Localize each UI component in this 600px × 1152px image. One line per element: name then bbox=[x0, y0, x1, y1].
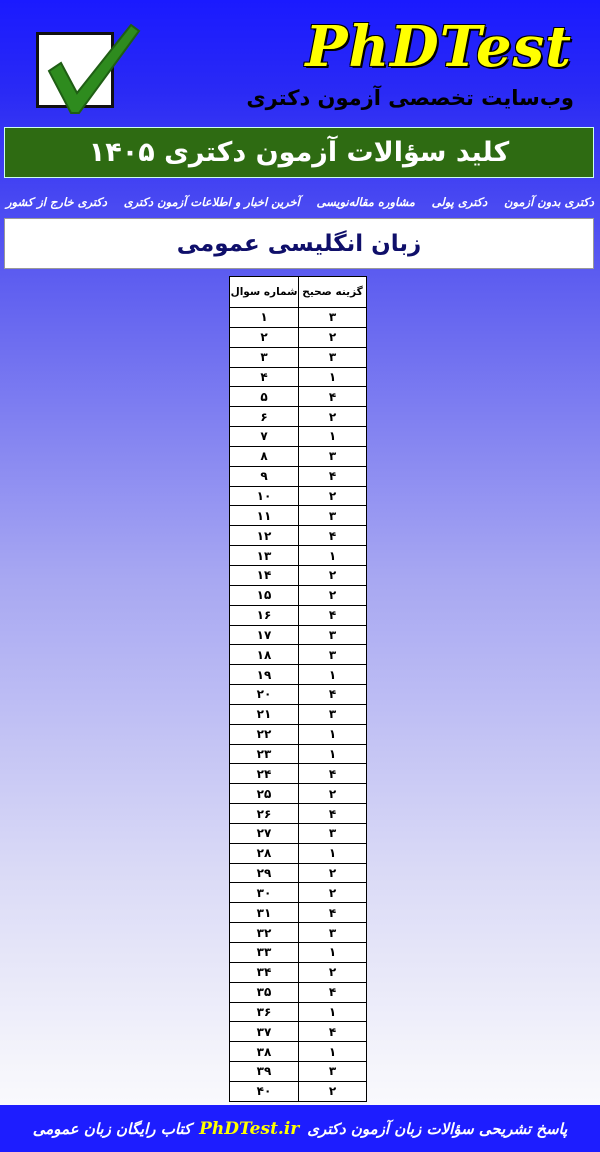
correct-answer-cell: ۳ bbox=[299, 506, 367, 526]
correct-answer-cell: ۲ bbox=[299, 883, 367, 903]
question-number-cell: ۴ bbox=[230, 367, 299, 387]
correct-answer-cell: ۲ bbox=[299, 407, 367, 427]
table-row bbox=[230, 367, 367, 387]
question-number-cell: ۲ bbox=[230, 327, 299, 347]
table-row bbox=[230, 446, 367, 466]
table-row bbox=[230, 585, 367, 605]
correct-answer-cell: ۲ bbox=[299, 962, 367, 982]
exam-key-banner bbox=[4, 127, 594, 178]
table-row bbox=[230, 506, 367, 526]
table-row bbox=[230, 387, 367, 407]
question-number-cell: ۱۰ bbox=[230, 486, 299, 506]
correct-answer-cell: ۳ bbox=[299, 645, 367, 665]
table-row bbox=[230, 1042, 367, 1062]
banner-title: کلید سؤالات آزمون دکتری ۱۴۰۵ bbox=[88, 137, 510, 168]
table-row bbox=[230, 466, 367, 486]
correct-answer-cell: ۳ bbox=[299, 704, 367, 724]
question-number-cell: ۲۳ bbox=[230, 744, 299, 764]
question-number-cell: ۳۵ bbox=[230, 982, 299, 1002]
correct-answer-cell: ۴ bbox=[299, 1022, 367, 1042]
correct-answer-cell: ۲ bbox=[299, 565, 367, 585]
question-number-cell: ۱۲ bbox=[230, 526, 299, 546]
nav-item-no-exam-phd[interactable]: دکتری بدون آزمون bbox=[504, 195, 594, 209]
correct-answer-cell: ۳ bbox=[299, 446, 367, 466]
table-row bbox=[230, 724, 367, 744]
site-tagline: وب‌سایت تخصصی آزمون دکتری bbox=[246, 86, 574, 110]
question-number-cell: ۳۸ bbox=[230, 1042, 299, 1062]
question-number-cell: ۶ bbox=[230, 407, 299, 427]
correct-answer-cell: ۱ bbox=[299, 843, 367, 863]
table-row bbox=[230, 704, 367, 724]
correct-answer-cell: ۴ bbox=[299, 466, 367, 486]
correct-answer-cell: ۴ bbox=[299, 685, 367, 705]
table-row bbox=[230, 863, 367, 883]
table-row bbox=[230, 526, 367, 546]
question-number-cell: ۲۶ bbox=[230, 804, 299, 824]
correct-answer-cell: ۴ bbox=[299, 804, 367, 824]
question-number-cell: ۱۳ bbox=[230, 546, 299, 566]
correct-answer-cell: ۴ bbox=[299, 605, 367, 625]
nav-item-paid-phd[interactable]: دکتری پولی bbox=[431, 195, 488, 209]
question-number-cell: ۱ bbox=[230, 308, 299, 328]
table-row bbox=[230, 744, 367, 764]
correct-answer-cell: ۱ bbox=[299, 1002, 367, 1022]
table-row bbox=[230, 823, 367, 843]
table-row bbox=[230, 546, 367, 566]
table-row bbox=[230, 784, 367, 804]
table-row bbox=[230, 962, 367, 982]
correct-answer-cell: ۴ bbox=[299, 764, 367, 784]
question-number-cell: ۳۲ bbox=[230, 923, 299, 943]
table-row bbox=[230, 883, 367, 903]
question-number-cell: ۱۷ bbox=[230, 625, 299, 645]
table-row bbox=[230, 982, 367, 1002]
table-row bbox=[230, 903, 367, 923]
table-header-row bbox=[230, 277, 367, 308]
question-number-cell: ۲۹ bbox=[230, 863, 299, 883]
correct-answer-cell: ۱ bbox=[299, 665, 367, 685]
question-number-cell: ۲۲ bbox=[230, 724, 299, 744]
table-row bbox=[230, 665, 367, 685]
footer-link-free-book[interactable]: کتاب رایگان زبان عمومی bbox=[32, 1119, 192, 1138]
table-row bbox=[230, 645, 367, 665]
correct-answer-cell: ۳ bbox=[299, 347, 367, 367]
question-number-cell: ۸ bbox=[230, 446, 299, 466]
question-number-cell: ۱۹ bbox=[230, 665, 299, 685]
site-header bbox=[0, 0, 600, 125]
correct-answer-cell: ۴ bbox=[299, 903, 367, 923]
table-row bbox=[230, 486, 367, 506]
brand-title[interactable]: PhDTest bbox=[305, 14, 572, 80]
footer-link-explanatory-answers[interactable]: پاسخ تشریحی سؤالات زبان آزمون دکتری bbox=[307, 1119, 568, 1138]
correct-answer-cell: ۲ bbox=[299, 585, 367, 605]
question-number-cell: ۹ bbox=[230, 466, 299, 486]
question-number-cell: ۳۶ bbox=[230, 1002, 299, 1022]
table-row bbox=[230, 923, 367, 943]
correct-answer-cell: ۱ bbox=[299, 367, 367, 387]
table-row bbox=[230, 843, 367, 863]
correct-answer-cell: ۲ bbox=[299, 1081, 367, 1101]
correct-answer-cell: ۲ bbox=[299, 486, 367, 506]
column-header-question: شماره سوال bbox=[230, 277, 299, 308]
table-row bbox=[230, 565, 367, 585]
correct-answer-cell: ۳ bbox=[299, 308, 367, 328]
nav-item-article-consulting[interactable]: مشاوره مقاله‌نویسی bbox=[316, 195, 415, 209]
question-number-cell: ۲۰ bbox=[230, 685, 299, 705]
question-number-cell: ۲۵ bbox=[230, 784, 299, 804]
question-number-cell: ۲۷ bbox=[230, 823, 299, 843]
table-row bbox=[230, 1002, 367, 1022]
nav-item-latest-news[interactable]: آخرین اخبار و اطلاعات آزمون دکتری bbox=[123, 195, 300, 209]
subject-title: زبان انگلیسی عمومی bbox=[176, 230, 422, 257]
column-header-answer: گزینه صحیح bbox=[299, 277, 367, 308]
correct-answer-cell: ۲ bbox=[299, 863, 367, 883]
table-row bbox=[230, 764, 367, 784]
correct-answer-cell: ۱ bbox=[299, 546, 367, 566]
table-row bbox=[230, 327, 367, 347]
question-number-cell: ۳۴ bbox=[230, 962, 299, 982]
subject-header bbox=[4, 218, 594, 269]
question-number-cell: ۴۰ bbox=[230, 1081, 299, 1101]
question-number-cell: ۳۷ bbox=[230, 1022, 299, 1042]
table-row bbox=[230, 943, 367, 963]
correct-answer-cell: ۴ bbox=[299, 982, 367, 1002]
question-number-cell: ۳۹ bbox=[230, 1062, 299, 1082]
correct-answer-cell: ۳ bbox=[299, 923, 367, 943]
nav-bar bbox=[0, 188, 600, 216]
table-row bbox=[230, 1062, 367, 1082]
table-row bbox=[230, 685, 367, 705]
correct-answer-cell: ۱ bbox=[299, 744, 367, 764]
correct-answer-cell: ۳ bbox=[299, 625, 367, 645]
table-row bbox=[230, 625, 367, 645]
checkmark-icon bbox=[35, 19, 145, 119]
question-number-cell: ۲۸ bbox=[230, 843, 299, 863]
question-number-cell: ۳۰ bbox=[230, 883, 299, 903]
footer-brand[interactable]: PhDTest.ir bbox=[199, 1118, 300, 1139]
table-row bbox=[230, 1081, 367, 1101]
question-number-cell: ۲۱ bbox=[230, 704, 299, 724]
table-row bbox=[230, 407, 367, 427]
table-row bbox=[230, 347, 367, 367]
table-row bbox=[230, 804, 367, 824]
question-number-cell: ۱۴ bbox=[230, 565, 299, 585]
correct-answer-cell: ۳ bbox=[299, 823, 367, 843]
question-number-cell: ۳ bbox=[230, 347, 299, 367]
table-row bbox=[230, 1022, 367, 1042]
question-number-cell: ۱۶ bbox=[230, 605, 299, 625]
correct-answer-cell: ۳ bbox=[299, 1062, 367, 1082]
correct-answer-cell: ۲ bbox=[299, 327, 367, 347]
question-number-cell: ۳۱ bbox=[230, 903, 299, 923]
table-row bbox=[230, 605, 367, 625]
correct-answer-cell: ۱ bbox=[299, 724, 367, 744]
table-row bbox=[230, 308, 367, 328]
question-number-cell: ۲۴ bbox=[230, 764, 299, 784]
correct-answer-cell: ۱ bbox=[299, 1042, 367, 1062]
correct-answer-cell: ۲ bbox=[299, 784, 367, 804]
question-number-cell: ۷ bbox=[230, 427, 299, 447]
correct-answer-cell: ۱ bbox=[299, 427, 367, 447]
question-number-cell: ۱۵ bbox=[230, 585, 299, 605]
question-number-cell: ۱۸ bbox=[230, 645, 299, 665]
nav-item-phd-abroad[interactable]: دکتری خارج از کشور bbox=[6, 195, 107, 209]
footer-bar bbox=[0, 1105, 600, 1152]
correct-answer-cell: ۴ bbox=[299, 526, 367, 546]
question-number-cell: ۱۱ bbox=[230, 506, 299, 526]
table-row bbox=[230, 427, 367, 447]
correct-answer-cell: ۱ bbox=[299, 943, 367, 963]
answer-key-table bbox=[229, 276, 367, 1102]
question-number-cell: ۵ bbox=[230, 387, 299, 407]
question-number-cell: ۳۳ bbox=[230, 943, 299, 963]
correct-answer-cell: ۴ bbox=[299, 387, 367, 407]
answer-table-body bbox=[230, 308, 367, 1102]
logo[interactable] bbox=[36, 32, 114, 108]
